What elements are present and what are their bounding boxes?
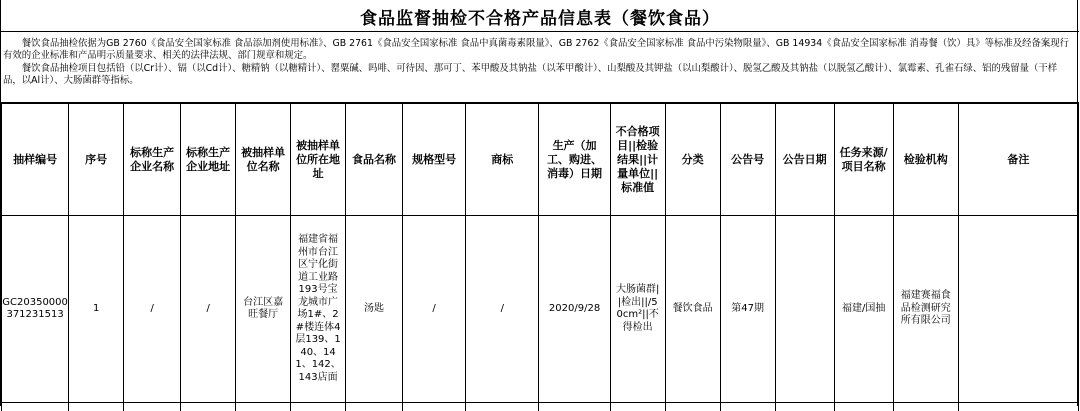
table-row-continued — [2, 403, 1079, 411]
header-sample-no: 抽样编号 — [2, 104, 69, 216]
page-title: 食品监督抽检不合格产品信息表（餐饮食品） — [1, 4, 1079, 30]
cell-sampled-unit: 台江区嘉旺餐厅 — [236, 216, 291, 403]
header-notice-no: 公告号 — [720, 104, 775, 216]
header-sampled-unit: 被抽样单位名称 — [236, 104, 291, 216]
header-task-source: 任务来源/项目名称 — [834, 104, 893, 216]
cell-food-name: 汤匙 — [346, 216, 403, 403]
cell-spec: / — [403, 216, 466, 403]
title-divider — [1, 31, 1079, 32]
cell-failed-item: 大肠菌群||检出||/50cm²||不得检出 — [610, 216, 665, 403]
header-producer-name: 标称生产企业名称 — [124, 104, 181, 216]
cell-brand: / — [466, 216, 539, 403]
header-category: 分类 — [665, 104, 720, 216]
cell-lab: 福建赛福食品检测研究所有限公司 — [893, 216, 958, 403]
cell-date: 2020/9/28 — [539, 216, 610, 403]
table-header-row — [2, 104, 1079, 216]
cell-category: 餐饮食品 — [665, 216, 720, 403]
header-sampled-addr: 被抽样单位所在地址 — [291, 104, 346, 216]
table-row — [2, 216, 1079, 403]
header-seq: 序号 — [69, 104, 124, 216]
header-spec: 规格型号 — [403, 104, 466, 216]
header-producer-addr: 标称生产企业地址 — [181, 104, 236, 216]
cell-producer-name: / — [124, 216, 181, 403]
cell-remark — [958, 216, 1078, 403]
header-date: 生产（加工、购进、消毒）日期 — [539, 104, 610, 216]
note-paragraph-standards: 餐饮食品抽检依据为GB 2760《食品安全国家标准 食品添加剂使用标准》、GB 2761《食品安全国家标准 食品中真菌毒素限量》、GB 2762《食品安全国家标准 食品中污染物限量》、GB 14934《食品安全国家标准 消毒餐（饮）具》等标准及经备案现行有效的企业标准和产品明示质量要求、相关的法律法规、部门规章和规定。 — [3, 38, 1075, 63]
header-brand: 商标 — [466, 104, 539, 216]
cell-task-source: 福建/国抽 — [834, 216, 893, 403]
header-remark: 备注 — [958, 104, 1078, 216]
cell-producer-addr: / — [181, 216, 236, 403]
header-food-name: 食品名称 — [346, 104, 403, 216]
header-lab: 检验机构 — [893, 104, 958, 216]
cell-sampled-addr: 福建省福州市台江区宁化街道工业路193号宝龙城市广场1#、2#楼连体4层139、140、141、142、143店面 — [291, 216, 346, 403]
cell-seq: 1 — [69, 216, 124, 403]
header-failed-item: 不合格项目||检验结果||计量单位||标准值 — [610, 104, 665, 216]
cell-notice-date — [775, 216, 834, 403]
cell-notice-no: 第47期 — [720, 216, 775, 403]
notes-block — [3, 38, 1075, 87]
cell-sample-no: GC20350000371231513 — [2, 216, 69, 403]
header-notice-date: 公告日期 — [775, 104, 834, 216]
note-paragraph-items: 餐饮食品抽检项目包括铅（以Cr计）、镉（以Cd计）、糖精钠（以糖精计）、罂粟碱、吗啡、可待因、那可丁、苯甲酸及其钠盐（以苯甲酸计）、山梨酸及其钾盐（以山梨酸计）、脱氢乙酸及其钠盐（以脱氢乙酸计）、氯霉素、孔雀石绿、铝的残留量（干样品，以Al计）、大肠菌群等指标。 — [3, 63, 1075, 88]
results-table — [1, 103, 1079, 411]
